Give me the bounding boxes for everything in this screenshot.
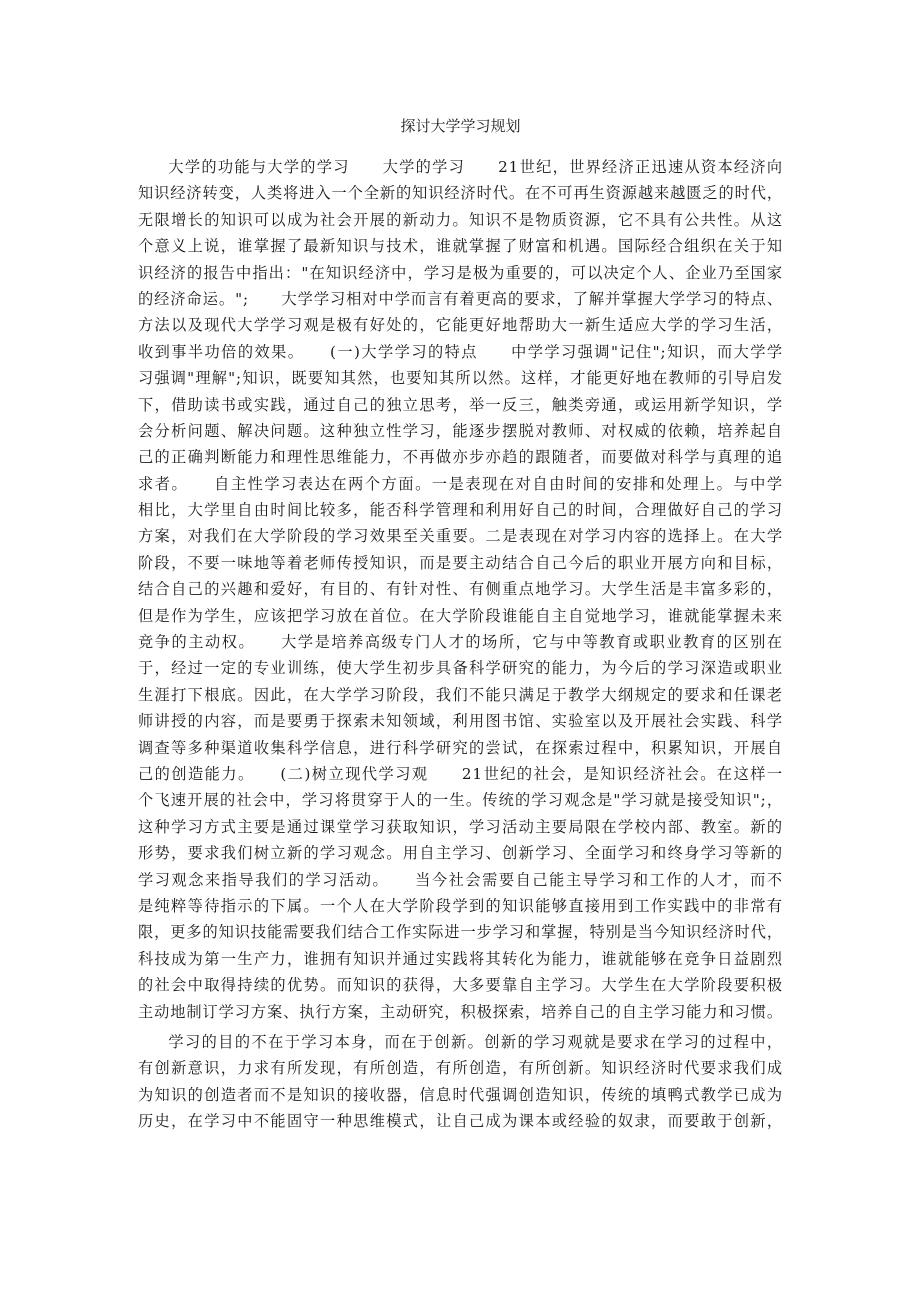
text-line: 生涯打下根底。因此，在大学学习阶段，我们不能只满足于教学大纲规定的要求和任课老	[138, 685, 783, 704]
text-line: 知识经济转变，人类将进入一个全新的知识经济时代。在不可再生资源越来越匮乏的时代，	[138, 184, 783, 203]
text-line: 的社会中取得持续的优势。而知识的获得，大多要靠自主学习。大学生在大学阶段要积极	[138, 976, 783, 995]
text-line: 学习的目的不在于学习本身，而在于创新。创新的学习观就是要求在学习的过程中，	[168, 1032, 783, 1051]
text-line: 主动地制订学习方案、执行方案，主动研究，积极探索，培养自己的自主学习能力和习惯。	[138, 1002, 783, 1021]
text-line: 己的创造能力。 (二)树立现代学习观 21世纪的社会，是知识经济社会。在这样一	[138, 764, 783, 783]
text-line: 于，经过一定的专业训练，使大学生初步具备科学研究的能力，为今后的学习深造或职业	[138, 659, 783, 678]
text-line: 是纯粹等待指示的下属。一个人在大学阶段学到的知识能够直接用到工作实践中的非常有	[138, 896, 783, 915]
text-line: 学习观念来指导我们的学习活动。 当今社会需要自己能主导学习和工作的人才，而不	[138, 870, 783, 889]
text-line: 有创新意识，力求有所发现，有所创造，有所创造，有所创新。知识经济时代要求我们成	[138, 1059, 783, 1078]
text-line: 师讲授的内容，而是要勇于探索未知领域，利用图书馆、实验室以及开展社会实践、科学	[138, 712, 783, 731]
paragraph-1	[138, 154, 783, 1025]
text-line: 个飞速开展的社会中，学习将贯穿于人的一生。传统的学习观念是"学习就是接受知识";，	[138, 791, 783, 810]
text-line: 相比，大学里自由时间比较多，能否科学管理和利用好自己的时间，合理做好自己的学习	[138, 501, 783, 520]
text-line: 阶段，不要一味地等着老师传授知识，而是要主动结合自己今后的职业开展方向和目标，	[138, 553, 783, 572]
text-line: 限，更多的知识技能需要我们结合工作实际进一步学习和掌握，特别是当今知识经济时代，	[138, 923, 783, 942]
text-line: 这种学习方式主要是通过课堂学习获取知识，学习活动主要局限在学校内部、教室。新的	[138, 817, 783, 836]
paragraph-2	[138, 1029, 783, 1135]
text-line: 的经济命运。"; 大学学习相对中学而言有着更高的要求，了解并掌握大学学习的特点、	[138, 289, 783, 308]
text-line: 形势，要求我们树立新的学习观念。用自主学习、创新学习、全面学习和终身学习等新的	[138, 844, 783, 863]
document-body	[138, 154, 783, 1134]
text-line: 科技成为第一生产力，谁拥有知识并通过实践将其转化为能力，谁就能够在竞争日益剧烈	[138, 949, 783, 968]
text-line: 识经济的报告中指出："在知识经济中，学习是极为重要的，可以决定个人、企业乃至国家	[138, 263, 783, 282]
text-line: 收到事半功倍的效果。 (一)大学学习的特点 中学学习强调"记住";知识，而大学学	[138, 342, 783, 361]
text-line: 己的正确判断能力和理性思维能力，不再做亦步亦趋的跟随者，而要做对科学与真理的追	[138, 448, 783, 467]
text-line: 大学的功能与大学的学习 大学的学习 21世纪，世界经济正迅速从资本经济向	[168, 158, 783, 176]
text-line: 方案，对我们在大学阶段的学习效果至关重要。二是表现在对学习内容的选择上。在大学	[138, 527, 783, 546]
text-line: 方法以及现代大学学习观是极有好处的，它能更好地帮助大一新生适应大学的学习生活，	[138, 316, 783, 335]
text-line: 无限增长的知识可以成为社会开展的新动力。知识不是物质资源，它不具有公共性。从这	[138, 210, 783, 229]
text-line: 下，借助读书或实践，通过自己的独立思考，举一反三，触类旁通，或运用新学知识，学	[138, 395, 783, 414]
document-title: 探讨大学学习规划	[400, 117, 521, 135]
text-line: 为知识的创造者而不是知识的接收器，信息时代强调创造知识，传统的填鸭式教学已成为	[138, 1085, 783, 1104]
text-line: 习强调"理解";知识，既要知其然，也要知其所以然。这样，才能更好地在教师的引导启发	[138, 369, 783, 388]
text-line: 竞争的主动权。 大学是培养高级专门人才的场所，它与中等教育或职业教育的区别在	[138, 633, 783, 652]
text-line: 历史，在学习中不能固守一种思维模式，让自己成为课本或经验的奴隶，而要敢于创新，	[138, 1112, 783, 1131]
text-line: 但是作为学生，应该把学习放在首位。在大学阶段谁能自主自觉地学习，谁就能掌握未来	[138, 606, 783, 625]
text-line: 求者。 自主性学习表达在两个方面。一是表现在对自由时间的安排和处理上。与中学	[138, 474, 783, 493]
text-line: 结合自己的兴趣和爱好，有目的、有针对性、有侧重点地学习。大学生活是丰富多彩的，	[138, 580, 783, 599]
text-line: 会分析问题、解决问题。这种独立性学习，能逐步摆脱对教师、对权威的依赖，培养起自	[138, 421, 783, 440]
text-line: 调查等多种渠道收集科学信息，进行科学研究的尝试，在探索过程中，积累知识，开展自	[138, 738, 783, 757]
text-line: 个意义上说，谁掌握了最新知识与技术，谁就掌握了财富和机遇。国际经合组织在关于知	[138, 237, 783, 256]
